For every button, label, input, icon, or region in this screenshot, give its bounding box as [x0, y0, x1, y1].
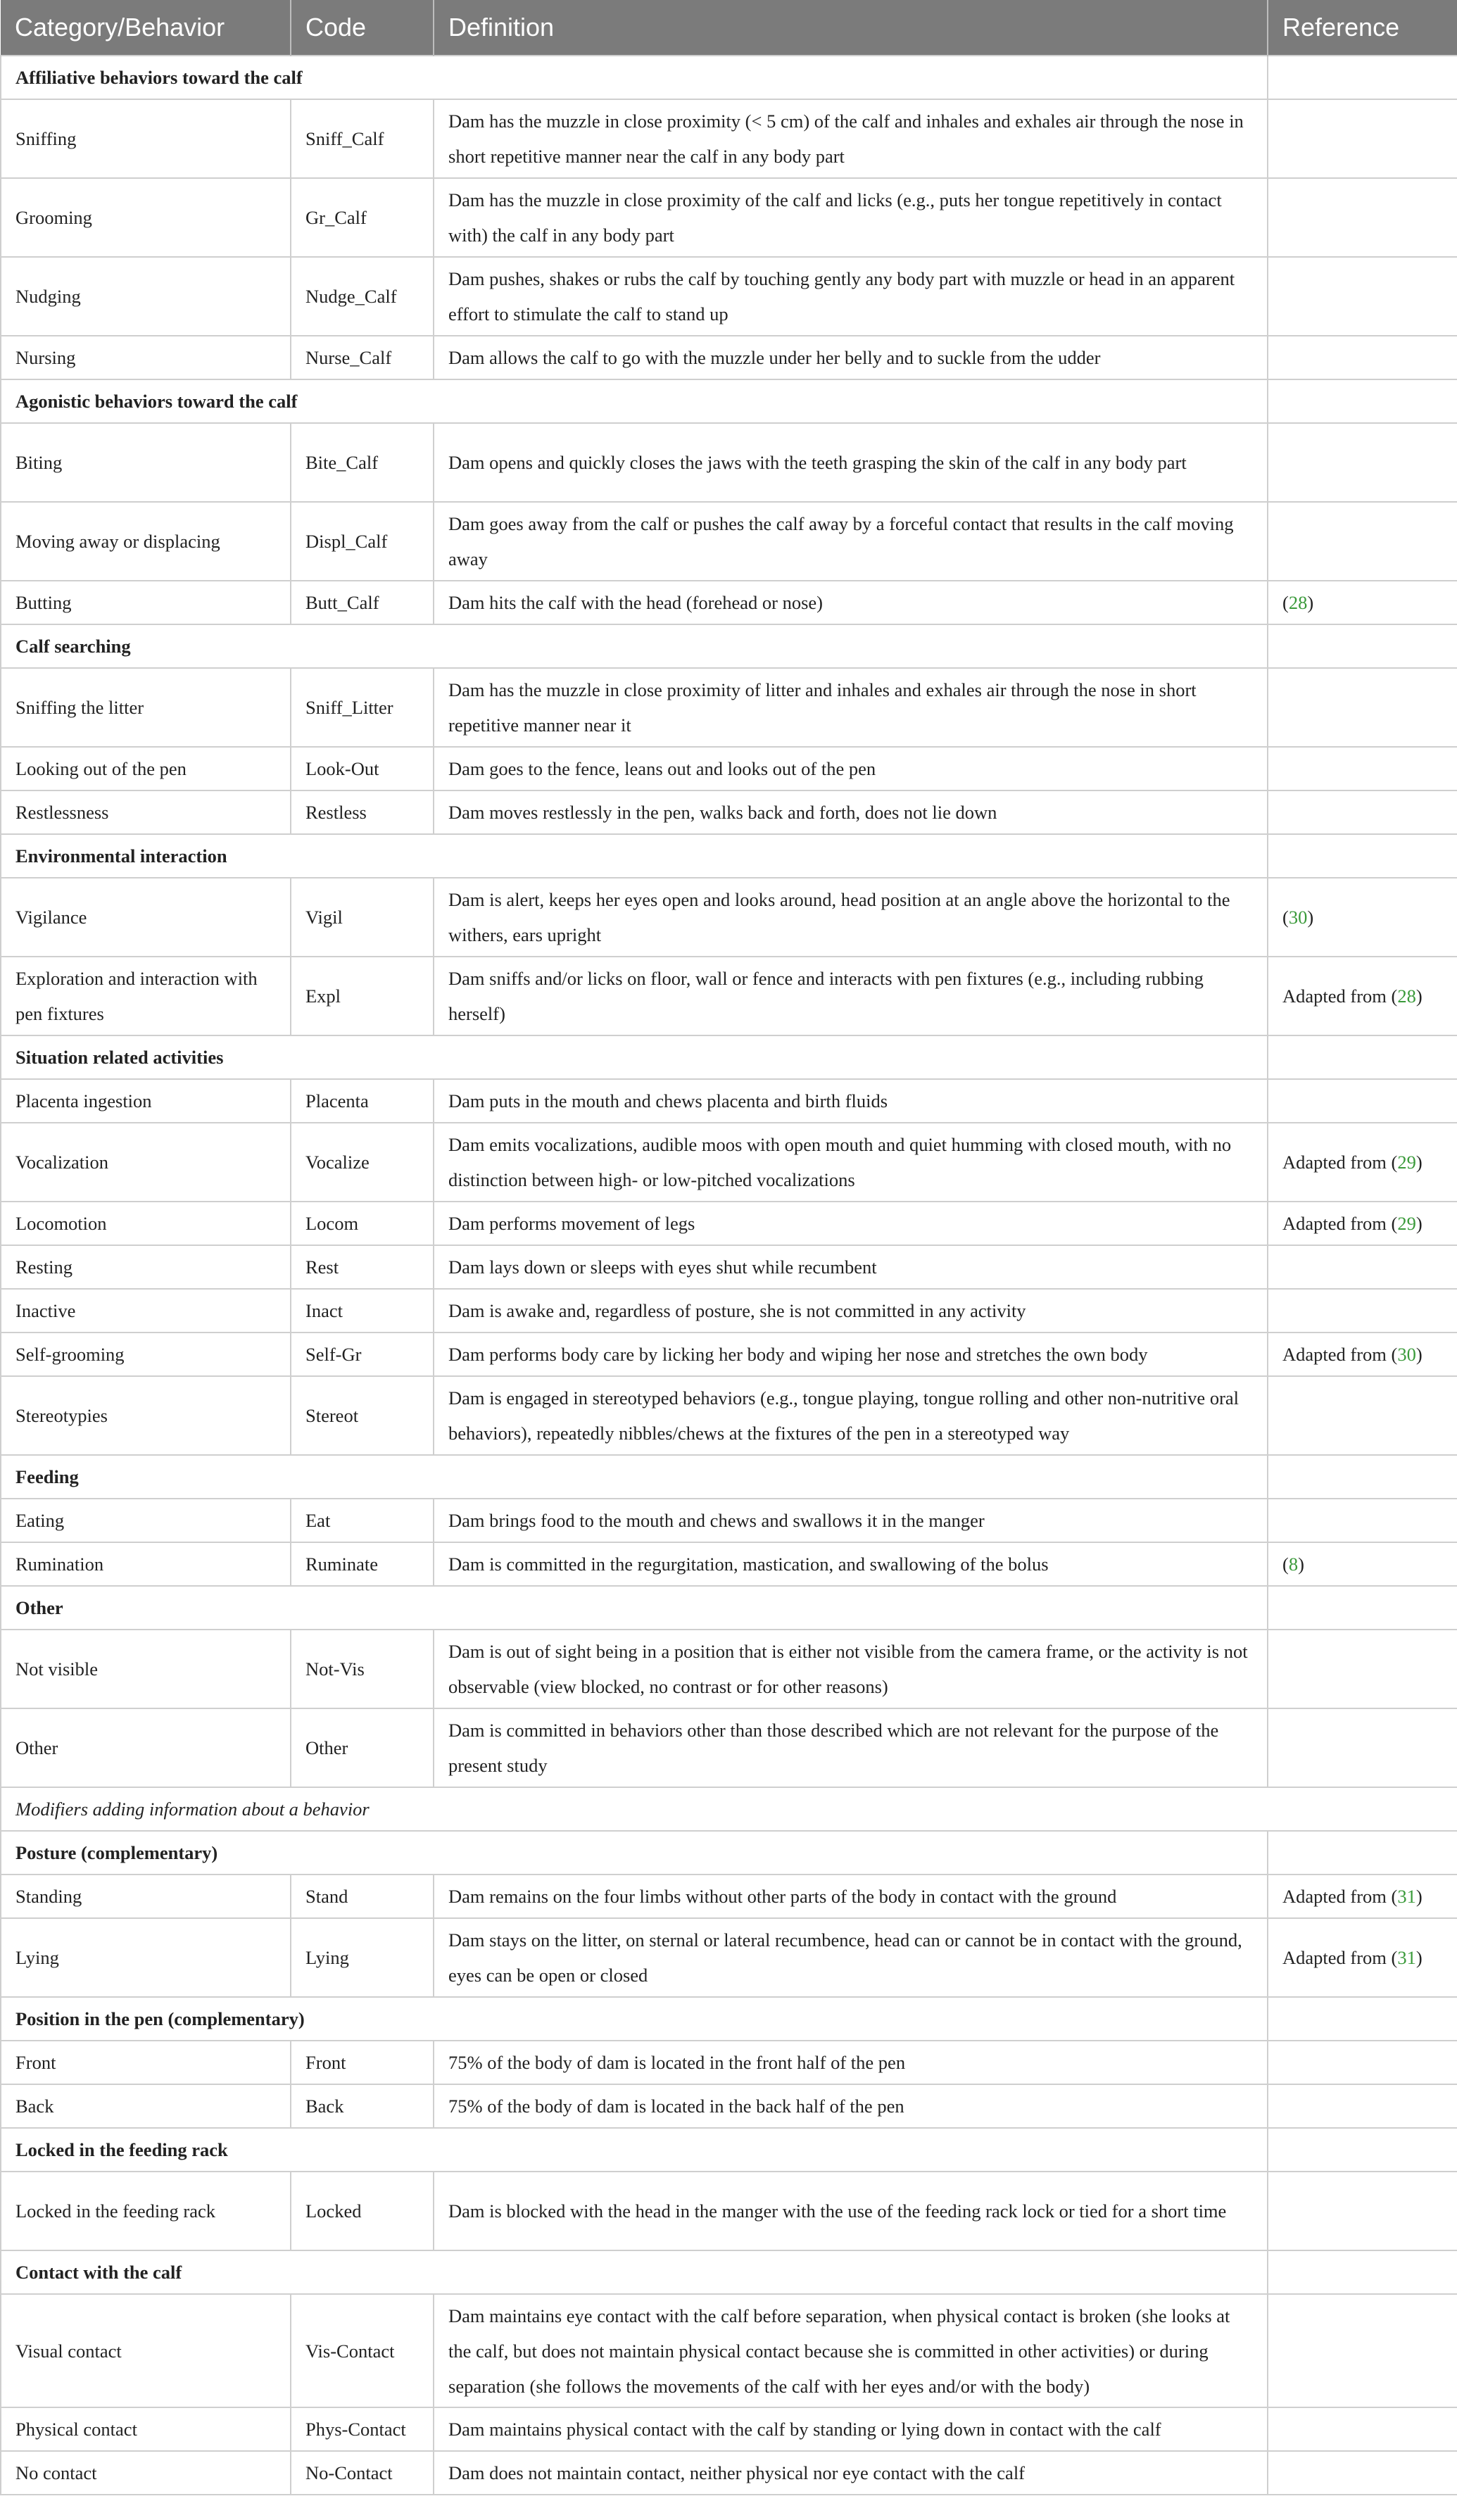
category-row — [1, 2128, 1457, 2172]
reference-cell — [1268, 1499, 1457, 1542]
behavior-cell: Butting — [1, 581, 291, 624]
reference-cell — [1268, 423, 1457, 502]
definition-cell: Dam allows the calf to go with the muzzle under her belly and to suckle from the udder — [434, 336, 1268, 379]
reference-cell — [1268, 747, 1457, 790]
reference-cell: Adapted from (29) — [1268, 1123, 1457, 1202]
table-row — [1, 423, 1457, 502]
table-row — [1, 1123, 1457, 1202]
category-row — [1, 2250, 1457, 2294]
reference-link[interactable]: 29 — [1397, 1213, 1416, 1234]
behavior-cell: Nudging — [1, 257, 291, 336]
category-row — [1, 1997, 1457, 2041]
category-label: Agonistic behaviors toward the calf — [1, 379, 1268, 423]
behavior-cell: Eating — [1, 1499, 291, 1542]
reference-cell — [1268, 1035, 1457, 1079]
reference-cell — [1268, 379, 1457, 423]
code-cell: Nudge_Calf — [291, 257, 434, 336]
code-cell: Lying — [291, 1918, 434, 1997]
reference-cell — [1268, 1376, 1457, 1455]
definition-cell: Dam goes away from the calf or pushes the calf away by a forceful contact that results in the calf moving away — [434, 502, 1268, 581]
category-row — [1, 1455, 1457, 1499]
reference-cell — [1268, 1455, 1457, 1499]
behavior-cell: Sniffing — [1, 99, 291, 178]
behavior-cell: Not visible — [1, 1630, 291, 1708]
reference-link[interactable]: 8 — [1288, 1554, 1299, 1575]
category-label: Other — [1, 1586, 1268, 1630]
definition-cell: Dam does not maintain contact, neither physical nor eye contact with the calf — [434, 2451, 1268, 2495]
table-row — [1, 2172, 1457, 2250]
definition-cell: Dam puts in the mouth and chews placenta and birth fluids — [434, 1079, 1268, 1123]
code-cell: Vocalize — [291, 1123, 434, 1202]
code-cell: Butt_Calf — [291, 581, 434, 624]
definition-cell: 75% of the body of dam is located in the front half of the pen — [434, 2041, 1268, 2084]
behavior-cell: Lying — [1, 1918, 291, 1997]
reference-cell: Adapted from (28) — [1268, 957, 1457, 1035]
behavior-cell: Vigilance — [1, 878, 291, 957]
behavior-cell: Nursing — [1, 336, 291, 379]
modifier-row — [1, 1787, 1457, 1831]
behavior-cell: Standing — [1, 1875, 291, 1918]
behavior-cell: No contact — [1, 2451, 291, 2495]
category-row — [1, 1035, 1457, 1079]
behavior-cell: Visual contact — [1, 2294, 291, 2407]
reference-cell: (8) — [1268, 1542, 1457, 1586]
behavior-cell: Restlessness — [1, 790, 291, 834]
reference-cell — [1268, 2294, 1457, 2407]
reference-cell: (28) — [1268, 581, 1457, 624]
code-cell: Front — [291, 2041, 434, 2084]
table-row — [1, 1079, 1457, 1123]
category-label: Situation related activities — [1, 1035, 1268, 1079]
category-row — [1, 624, 1457, 668]
header-reference: Reference — [1268, 0, 1457, 56]
definition-cell: Dam is blocked with the head in the manger with the use of the feeding rack lock or tied for a short time — [434, 2172, 1268, 2250]
table-row — [1, 2041, 1457, 2084]
definition-cell: Dam is engaged in stereotyped behaviors (e.g., tongue playing, tongue rolling and other non-nutritive oral behaviors), repeatedly nibbles/chews at the fixtures of the pen in a stereotyped way — [434, 1376, 1268, 1455]
table-row — [1, 178, 1457, 257]
table-row — [1, 1630, 1457, 1708]
definition-cell: Dam goes to the fence, leans out and looks out of the pen — [434, 747, 1268, 790]
code-cell: Rest — [291, 1245, 434, 1289]
definition-cell: Dam has the muzzle in close proximity of the calf and licks (e.g., puts her tongue repetitively in contact with) the calf in any body part — [434, 178, 1268, 257]
definition-cell: Dam pushes, shakes or rubs the calf by touching gently any body part with muzzle or head in an apparent effort to stimulate the calf to stand up — [434, 257, 1268, 336]
table-row — [1, 878, 1457, 957]
definition-cell: Dam is committed in the regurgitation, mastication, and swallowing of the bolus — [434, 1542, 1268, 1586]
table-row — [1, 2084, 1457, 2128]
code-cell: Vigil — [291, 878, 434, 957]
reference-cell — [1268, 668, 1457, 747]
behavior-cell: Grooming — [1, 178, 291, 257]
behavior-cell: Placenta ingestion — [1, 1079, 291, 1123]
category-label: Feeding — [1, 1455, 1268, 1499]
behavior-cell: Sniffing the litter — [1, 668, 291, 747]
reference-cell — [1268, 178, 1457, 257]
reference-cell: Adapted from (30) — [1268, 1333, 1457, 1376]
table-row — [1, 336, 1457, 379]
definition-cell: Dam has the muzzle in close proximity (< 5 cm) of the calf and inhales and exhales air through the nose in short repetitive manner near the calf in any body part — [434, 99, 1268, 178]
table-row — [1, 1333, 1457, 1376]
reference-link[interactable]: 28 — [1288, 592, 1308, 613]
behavior-cell: Front — [1, 2041, 291, 2084]
reference-prefix: Adapted from — [1282, 1344, 1392, 1365]
behavior-cell: Resting — [1, 1245, 291, 1289]
reference-cell — [1268, 2451, 1457, 2495]
definition-cell: Dam remains on the four limbs without other parts of the body in contact with the ground — [434, 1875, 1268, 1918]
reference-prefix: Adapted from — [1282, 1886, 1392, 1907]
reference-link[interactable]: 31 — [1397, 1947, 1416, 1968]
reference-link[interactable]: 28 — [1397, 985, 1416, 1007]
category-row — [1, 834, 1457, 878]
reference-cell — [1268, 1831, 1457, 1875]
reference-cell — [1268, 790, 1457, 834]
reference-cell — [1268, 1289, 1457, 1333]
header-definition: Definition — [434, 0, 1268, 56]
definition-cell: Dam moves restlessly in the pen, walks back and forth, does not lie down — [434, 790, 1268, 834]
category-label: Contact with the calf — [1, 2250, 1268, 2294]
code-cell: Restless — [291, 790, 434, 834]
code-cell: Nurse_Calf — [291, 336, 434, 379]
reference-cell: Adapted from (29) — [1268, 1202, 1457, 1245]
code-cell: Placenta — [291, 1079, 434, 1123]
reference-prefix: Adapted from — [1282, 985, 1392, 1007]
definition-cell: Dam brings food to the mouth and chews and swallows it in the manger — [434, 1499, 1268, 1542]
behavior-cell: Biting — [1, 423, 291, 502]
code-cell: Phys-Contact — [291, 2407, 434, 2451]
definition-cell: Dam is committed in behaviors other than those described which are not relevant for the purpose of the present study — [434, 1708, 1268, 1787]
reference-cell — [1268, 2084, 1457, 2128]
reference-cell — [1268, 2128, 1457, 2172]
definition-cell: Dam performs movement of legs — [434, 1202, 1268, 1245]
behavior-cell: Rumination — [1, 1542, 291, 1586]
code-cell: Displ_Calf — [291, 502, 434, 581]
definition-cell: Dam maintains physical contact with the calf by standing or lying down in contact with the calf — [434, 2407, 1268, 2451]
table-body — [1, 56, 1457, 2495]
table-row — [1, 99, 1457, 178]
code-cell: Other — [291, 1708, 434, 1787]
behavior-cell: Inactive — [1, 1289, 291, 1333]
reference-cell — [1268, 1245, 1457, 1289]
table-row — [1, 2294, 1457, 2407]
reference-link[interactable]: 29 — [1397, 1152, 1416, 1173]
reference-cell: Adapted from (31) — [1268, 1875, 1457, 1918]
category-label: Position in the pen (complementary) — [1, 1997, 1268, 2041]
category-row — [1, 379, 1457, 423]
code-cell: Gr_Calf — [291, 178, 434, 257]
modifier-label: Modifiers adding information about a behavior — [1, 1787, 1457, 1831]
header-row — [1, 0, 1457, 56]
definition-cell: Dam hits the calf with the head (forehead or nose) — [434, 581, 1268, 624]
code-cell: Stereot — [291, 1376, 434, 1455]
table-row — [1, 957, 1457, 1035]
code-cell: Locom — [291, 1202, 434, 1245]
table-row — [1, 1499, 1457, 1542]
behavior-cell: Exploration and interaction with pen fixtures — [1, 957, 291, 1035]
table-row — [1, 1542, 1457, 1586]
behavior-cell: Physical contact — [1, 2407, 291, 2451]
behavior-cell: Moving away or displacing — [1, 502, 291, 581]
table-row — [1, 257, 1457, 336]
reference-cell — [1268, 502, 1457, 581]
behavior-cell: Self-grooming — [1, 1333, 291, 1376]
definition-cell: Dam is alert, keeps her eyes open and looks around, head position at an angle above the horizontal to the withers, ears upright — [434, 878, 1268, 957]
definition-cell: Dam opens and quickly closes the jaws with the teeth grasping the skin of the calf in any body part — [434, 423, 1268, 502]
reference-cell — [1268, 257, 1457, 336]
table-row — [1, 1289, 1457, 1333]
reference-link[interactable]: 31 — [1397, 1886, 1416, 1907]
definition-cell: Dam emits vocalizations, audible moos with open mouth and quiet humming with closed mouth, with no distinction between high- or low-pitched vocalizations — [434, 1123, 1268, 1202]
reference-cell — [1268, 2172, 1457, 2250]
code-cell: Locked — [291, 2172, 434, 2250]
code-cell: Self-Gr — [291, 1333, 434, 1376]
reference-cell — [1268, 2250, 1457, 2294]
category-label: Affiliative behaviors toward the calf — [1, 56, 1268, 99]
code-cell: Sniff_Litter — [291, 668, 434, 747]
reference-cell — [1268, 99, 1457, 178]
behavior-cell: Looking out of the pen — [1, 747, 291, 790]
reference-cell: Adapted from (31) — [1268, 1918, 1457, 1997]
table-row — [1, 2407, 1457, 2451]
table-row — [1, 502, 1457, 581]
definition-cell: Dam performs body care by licking her body and wiping her nose and stretches the own body — [434, 1333, 1268, 1376]
code-cell: Sniff_Calf — [291, 99, 434, 178]
behavior-cell: Other — [1, 1708, 291, 1787]
table-row — [1, 2451, 1457, 2495]
definition-cell: Dam is out of sight being in a position that is either not visible from the camera frame, or the activity is not observable (view blocked, no contrast or for other reasons) — [434, 1630, 1268, 1708]
behavior-cell: Locomotion — [1, 1202, 291, 1245]
reference-cell — [1268, 834, 1457, 878]
behavior-cell: Locked in the feeding rack — [1, 2172, 291, 2250]
code-cell: Stand — [291, 1875, 434, 1918]
code-cell: Not-Vis — [291, 1630, 434, 1708]
table-row — [1, 668, 1457, 747]
code-cell: Expl — [291, 957, 434, 1035]
category-label: Posture (complementary) — [1, 1831, 1268, 1875]
category-label: Calf searching — [1, 624, 1268, 668]
reference-link[interactable]: 30 — [1288, 907, 1308, 928]
reference-cell: (30) — [1268, 878, 1457, 957]
code-cell: Vis-Contact — [291, 2294, 434, 2407]
code-cell: Inact — [291, 1289, 434, 1333]
definition-cell: Dam lays down or sleeps with eyes shut while recumbent — [434, 1245, 1268, 1289]
category-label: Environmental interaction — [1, 834, 1268, 878]
table-row — [1, 1918, 1457, 1997]
definition-cell: Dam maintains eye contact with the calf before separation, when physical contact is broken (she looks at the calf, but does not maintain physical contact because she is committed in other activities) or during separation (she follows the movements of the calf with her eyes and/or with the body) — [434, 2294, 1268, 2407]
category-row — [1, 1586, 1457, 1630]
table-row — [1, 1245, 1457, 1289]
reference-cell — [1268, 1079, 1457, 1123]
code-cell: Eat — [291, 1499, 434, 1542]
code-cell: Bite_Calf — [291, 423, 434, 502]
reference-cell — [1268, 1586, 1457, 1630]
behavior-cell: Back — [1, 2084, 291, 2128]
header-category-behavior: Category/Behavior — [1, 0, 291, 56]
definition-cell: Dam is awake and, regardless of posture, she is not committed in any activity — [434, 1289, 1268, 1333]
table-row — [1, 747, 1457, 790]
definition-cell: Dam sniffs and/or licks on floor, wall or fence and interacts with pen fixtures (e.g., including rubbing herself) — [434, 957, 1268, 1035]
reference-cell — [1268, 2407, 1457, 2451]
reference-cell — [1268, 336, 1457, 379]
category-row — [1, 56, 1457, 99]
category-label: Locked in the feeding rack — [1, 2128, 1268, 2172]
reference-link[interactable]: 30 — [1397, 1344, 1416, 1365]
definition-cell: 75% of the body of dam is located in the back half of the pen — [434, 2084, 1268, 2128]
reference-cell — [1268, 624, 1457, 668]
behavior-cell: Stereotypies — [1, 1376, 291, 1455]
reference-cell — [1268, 1997, 1457, 2041]
code-cell: Ruminate — [291, 1542, 434, 1586]
table-row — [1, 1708, 1457, 1787]
definition-cell: Dam stays on the litter, on sternal or lateral recumbence, head can or cannot be in contact with the ground, eyes can be open or closed — [434, 1918, 1268, 1997]
header-code: Code — [291, 0, 434, 56]
table-row — [1, 1202, 1457, 1245]
reference-prefix: Adapted from — [1282, 1947, 1392, 1968]
table-row — [1, 790, 1457, 834]
code-cell: Look-Out — [291, 747, 434, 790]
reference-cell — [1268, 1630, 1457, 1708]
reference-prefix: Adapted from — [1282, 1152, 1392, 1173]
code-cell: Back — [291, 2084, 434, 2128]
reference-cell — [1268, 56, 1457, 99]
behavior-cell: Vocalization — [1, 1123, 291, 1202]
table-row — [1, 581, 1457, 624]
reference-cell — [1268, 2041, 1457, 2084]
definition-cell: Dam has the muzzle in close proximity of litter and inhales and exhales air through the nose in short repetitive manner near it — [434, 668, 1268, 747]
code-cell: No-Contact — [291, 2451, 434, 2495]
table-row — [1, 1376, 1457, 1455]
category-row — [1, 1831, 1457, 1875]
reference-prefix: Adapted from — [1282, 1213, 1392, 1234]
reference-cell — [1268, 1708, 1457, 1787]
table-row — [1, 1875, 1457, 1918]
